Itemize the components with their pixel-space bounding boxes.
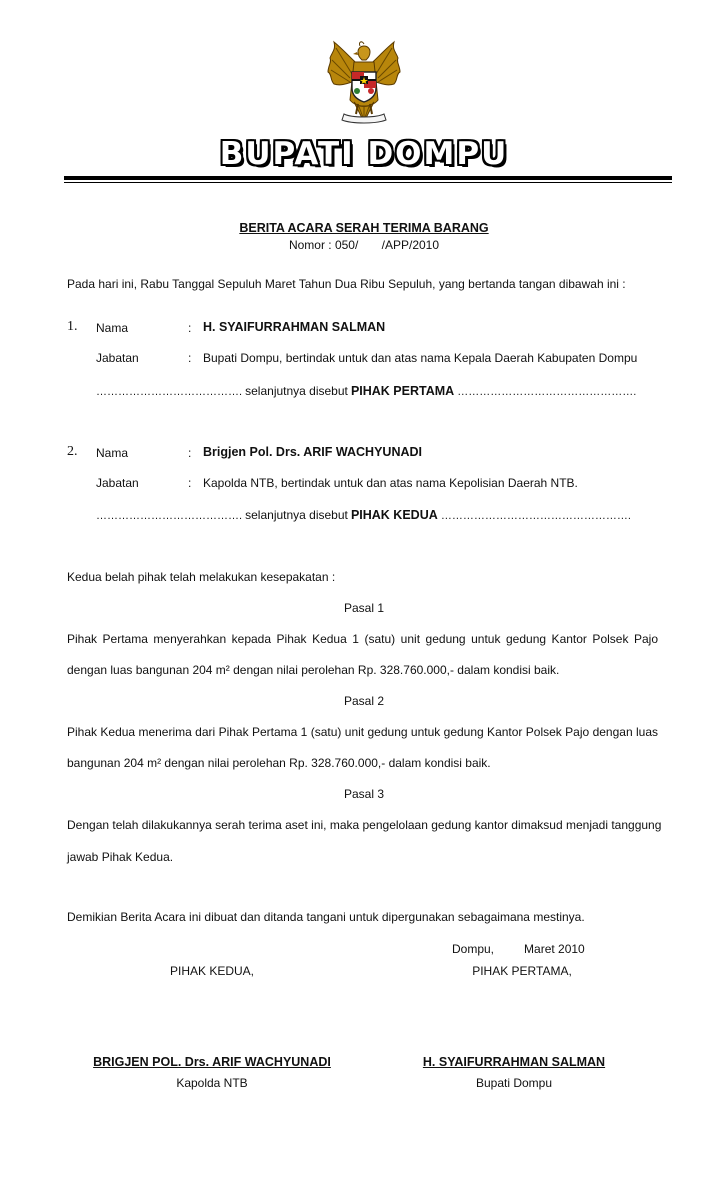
party2-position: Kapolda NTB, bertindak untuk dan atas nama Kepolisian Daerah NTB. <box>203 476 578 490</box>
article-2-heading: Pasal 2 <box>343 694 385 708</box>
article-2-line-1: Pihak Kedua menerima dari Pihak Pertama 1 (satu) unit gedung untuk gedung Kantor Polsek Pajo dengan luas <box>67 725 658 739</box>
article-3-line-2: jawab Pihak Kedua. <box>67 850 174 864</box>
right-signatory-role: PIHAK PERTAMA, <box>472 964 572 978</box>
right-signatory-position: Bupati Dompu <box>475 1076 553 1090</box>
garuda-emblem-icon <box>322 38 406 130</box>
office-title: BUPATI DOMPU <box>219 136 509 172</box>
party1-name-label: Nama <box>96 321 129 335</box>
closing-statement: Demikian Berita Acara ini dibuat dan ditanda tangani untuk dipergunakan sebagaimana mestinya. <box>67 910 585 924</box>
left-signatory-position: Kapolda NTB <box>176 1076 248 1090</box>
party1-name-separator: : <box>188 321 192 335</box>
header-rule-thin <box>64 182 672 183</box>
party1-position-label: Jabatan <box>96 351 139 365</box>
left-signatory-name: BRIGJEN POL. Drs. ARIF WACHYUNADI <box>93 1055 331 1069</box>
article-1-line-2: dengan luas bangunan 204 m² dengan nilai perolehan Rp. 328.760.000,- dalam kondisi baik. <box>67 663 560 677</box>
party2-name: Brigjen Pol. Drs. ARIF WACHYUNADI <box>203 445 422 459</box>
party1-role: PIHAK PERTAMA <box>350 384 455 398</box>
article-3-line-1: Dengan telah dilakukannya serah terima aset ini, maka pengelolaan gedung kantor dimaksud menjadi tanggung <box>67 818 662 832</box>
party2-index: 2. <box>67 444 78 459</box>
party1-refer-text: selanjutnya disebut <box>245 384 348 398</box>
document-number: Nomor : 050/ /APP/2010 <box>288 238 440 252</box>
party2-name-label: Nama <box>96 446 129 460</box>
right-signatory-name: H. SYAIFURRAHMAN SALMAN <box>422 1055 606 1069</box>
party1-dots-left: …………………………………. <box>96 386 243 398</box>
party2-name-separator: : <box>188 446 192 460</box>
party1-name: H. SYAIFURRAHMAN SALMAN <box>203 320 386 334</box>
party2-position-label: Jabatan <box>96 476 139 490</box>
left-signatory-role: PIHAK KEDUA, <box>169 964 255 978</box>
party1-position: Bupati Dompu, bertindak untuk dan atas nama Kepala Daerah Kabupaten Dompu <box>203 351 638 365</box>
header-rule-thick <box>64 176 672 180</box>
place-date: Dompu, Maret 2010 <box>452 942 585 956</box>
party2-role-line <box>96 508 631 522</box>
article-1-line-1: Pihak Pertama menyerahkan kepada Pihak Kedua 1 (satu) unit gedung untuk gedung Kantor Polsek Pajo <box>67 632 658 646</box>
article-2-line-2: bangunan 204 m² dengan nilai perolehan Rp. 328.760.000,- dalam kondisi baik. <box>67 756 491 770</box>
party1-role-line <box>96 384 636 398</box>
party2-dots-right: ……………………………………………. <box>440 510 631 522</box>
intro-paragraph: Pada hari ini, Rabu Tanggal Sepuluh Maret Tahun Dua Ribu Sepuluh, yang bertanda tangan dibawah ini : <box>67 277 626 291</box>
party1-index: 1. <box>67 319 78 334</box>
document-title: BERITA ACARA SERAH TERIMA BARANG <box>239 221 489 235</box>
party1-dots-right: …………………………………………. <box>457 386 637 398</box>
party2-dots-left: …………………………………. <box>96 510 243 522</box>
article-1-heading: Pasal 1 <box>343 601 385 615</box>
article-3-heading: Pasal 3 <box>343 787 385 801</box>
party2-position-separator: : <box>188 476 192 490</box>
party2-refer-text: selanjutnya disebut <box>245 508 348 522</box>
party2-role: PIHAK KEDUA <box>350 508 438 522</box>
party1-position-separator: : <box>188 351 192 365</box>
agreement-intro: Kedua belah pihak telah melakukan kesepakatan : <box>67 570 336 584</box>
